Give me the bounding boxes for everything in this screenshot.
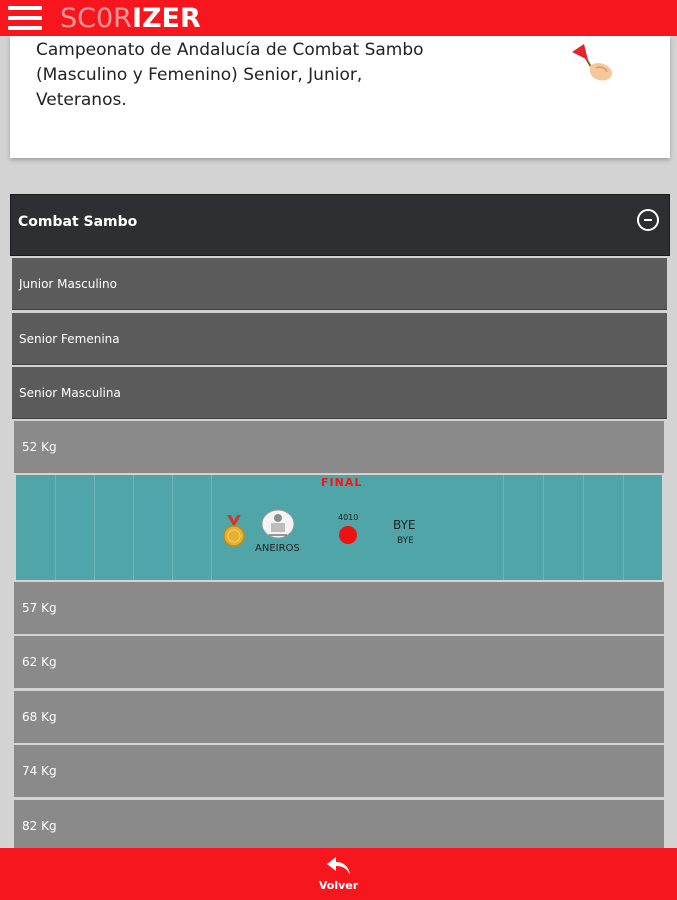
weight-row-68[interactable] xyxy=(14,691,664,743)
menu-icon[interactable] xyxy=(8,6,42,30)
weight-label: 52 Kg xyxy=(22,440,57,454)
category-label: Senior Masculina xyxy=(19,386,121,400)
category-row-senior-masculina[interactable] xyxy=(12,367,667,419)
club-logo xyxy=(260,508,296,540)
result-dot-icon xyxy=(339,526,357,544)
category-label: Junior Masculino xyxy=(19,277,117,291)
back-button[interactable]: Volver xyxy=(318,879,359,892)
fighter2-name: BYE xyxy=(393,518,416,532)
score-code: 4010 xyxy=(338,513,359,522)
category-row-junior-masculino[interactable] xyxy=(12,258,667,310)
weight-label: 68 Kg xyxy=(22,710,57,724)
collapse-icon[interactable] xyxy=(637,209,659,231)
weight-label: 82 Kg xyxy=(22,819,57,833)
bottom-bar xyxy=(0,848,677,900)
weight-row-62[interactable] xyxy=(14,636,664,688)
weight-label: 62 Kg xyxy=(22,655,57,669)
weight-row-57[interactable] xyxy=(14,582,664,634)
top-app-bar xyxy=(0,0,677,36)
section-title: Combat Sambo xyxy=(18,214,138,230)
section-header-combat-sambo[interactable] xyxy=(10,194,670,256)
event-title: Campeonato de Andalucía de Combat Sambo (Masculino y Femenino) Senior, Junior, Veteranos. xyxy=(36,40,424,110)
weight-label: 57 Kg xyxy=(22,601,57,615)
medal-icon xyxy=(222,515,246,549)
round-label: FINAL xyxy=(321,476,363,489)
fighter1-name: ANEIROS xyxy=(255,543,300,554)
weight-row-74[interactable] xyxy=(14,745,664,797)
weight-row-52[interactable] xyxy=(14,421,664,473)
app-logo[interactable] xyxy=(60,2,201,34)
logo-light-part: SC0R xyxy=(60,2,132,34)
category-label: Senior Femenina xyxy=(19,332,120,346)
category-row-senior-femenina[interactable] xyxy=(12,313,667,365)
logo-bold-part: IZER xyxy=(131,2,201,34)
bracket-panel[interactable] xyxy=(16,475,662,580)
weight-row-82[interactable] xyxy=(14,800,664,852)
weight-label: 74 Kg xyxy=(22,764,57,778)
flag-icon xyxy=(566,42,616,86)
back-arrow-icon[interactable] xyxy=(326,856,352,876)
fighter2-club: BYE xyxy=(397,536,414,546)
event-card xyxy=(10,36,670,158)
